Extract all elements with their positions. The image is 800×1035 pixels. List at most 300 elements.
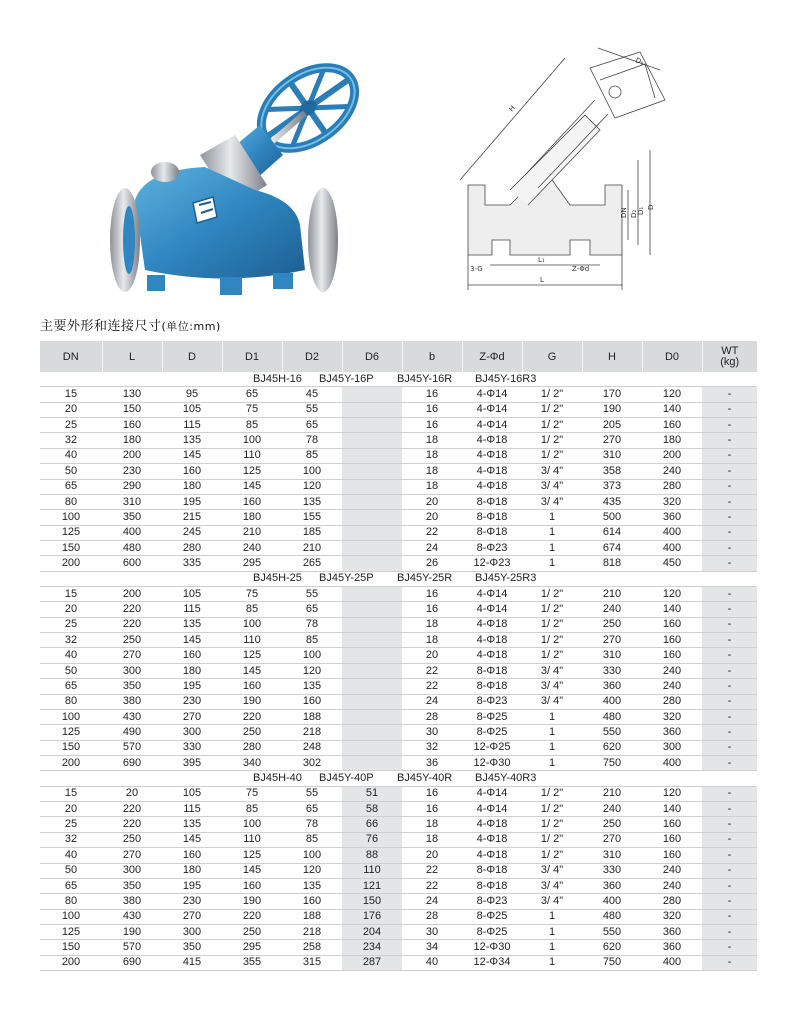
table-row bbox=[40, 556, 757, 571]
table-cell: 240 bbox=[642, 464, 702, 479]
table-cell: 614 bbox=[582, 525, 642, 540]
table-row bbox=[40, 786, 757, 801]
table-cell: 32 bbox=[40, 832, 102, 847]
table-cell: 8-Φ18 bbox=[462, 663, 522, 678]
header-cell: D bbox=[162, 341, 222, 372]
table-row bbox=[40, 878, 757, 893]
table-cell: 200 bbox=[40, 556, 102, 571]
header-cell: WT (kg) bbox=[702, 341, 757, 372]
table-cell: 4-Φ18 bbox=[462, 832, 522, 847]
table-cell: 12-Φ30 bbox=[462, 755, 522, 770]
table-cell: 200 bbox=[40, 755, 102, 770]
table-cell: 200 bbox=[102, 448, 162, 463]
table-cell: 105 bbox=[162, 587, 222, 602]
table-cell: 1 bbox=[522, 556, 582, 571]
table-cell: 1 bbox=[522, 955, 582, 970]
table-cell: - bbox=[702, 832, 757, 847]
table-cell: 145 bbox=[162, 448, 222, 463]
table-cell: 188 bbox=[282, 909, 342, 924]
table-cell: 240 bbox=[222, 540, 282, 555]
table-cell: 65 bbox=[282, 418, 342, 433]
table-cell: 160 bbox=[102, 418, 162, 433]
table-cell bbox=[342, 602, 402, 617]
table-cell: - bbox=[702, 402, 757, 417]
table-row bbox=[40, 648, 757, 663]
table-cell: 121 bbox=[342, 878, 402, 893]
title-text: 主要外形和连接尺寸 bbox=[40, 319, 162, 334]
table-cell bbox=[342, 525, 402, 540]
table-cell: 400 bbox=[102, 525, 162, 540]
table-cell: 75 bbox=[222, 402, 282, 417]
table-cell: - bbox=[702, 433, 757, 448]
table-cell: 32 bbox=[40, 633, 102, 648]
table-cell: 490 bbox=[102, 725, 162, 740]
table-cell: 300 bbox=[642, 740, 702, 755]
header-cell: L bbox=[102, 341, 162, 372]
table-cell: 15 bbox=[40, 387, 102, 402]
table-cell: 78 bbox=[282, 817, 342, 832]
dim-label-l1: L₁ bbox=[538, 256, 545, 264]
table-cell: - bbox=[702, 540, 757, 555]
dim-label-h: H bbox=[507, 104, 517, 114]
table-cell: 160 bbox=[642, 617, 702, 632]
table-cell: 28 bbox=[402, 709, 462, 724]
table-cell: 4-Φ18 bbox=[462, 433, 522, 448]
table-row bbox=[40, 479, 757, 494]
table-cell: 88 bbox=[342, 848, 402, 863]
table-cell: 1/ 2" bbox=[522, 648, 582, 663]
table-cell: 32 bbox=[40, 433, 102, 448]
table-cell: 16 bbox=[402, 402, 462, 417]
table-cell: 125 bbox=[40, 725, 102, 740]
header-cell: Z-Φd bbox=[462, 341, 522, 372]
table-cell: 400 bbox=[582, 694, 642, 709]
table-cell bbox=[342, 556, 402, 571]
table-cell: 1/ 2" bbox=[522, 617, 582, 632]
table-row bbox=[40, 955, 757, 970]
table-cell: 240 bbox=[642, 663, 702, 678]
table-cell: 250 bbox=[582, 617, 642, 632]
table-cell: 150 bbox=[40, 540, 102, 555]
table-cell: 3/ 4" bbox=[522, 894, 582, 909]
table-cell: 310 bbox=[582, 848, 642, 863]
header-cell: b bbox=[402, 341, 462, 372]
dim-label-d2: D₂ bbox=[630, 209, 638, 218]
table-cell: 210 bbox=[582, 587, 642, 602]
table-cell: 4-Φ18 bbox=[462, 648, 522, 663]
table-cell: 180 bbox=[222, 510, 282, 525]
table-row bbox=[40, 525, 757, 540]
table-cell: 218 bbox=[282, 725, 342, 740]
table-cell: 270 bbox=[582, 633, 642, 648]
table-cell bbox=[342, 387, 402, 402]
model-code: BJ45Y-16P bbox=[319, 372, 374, 385]
table-cell: 220 bbox=[222, 909, 282, 924]
table-cell: - bbox=[702, 418, 757, 433]
table-cell: 690 bbox=[102, 955, 162, 970]
table-cell: 4-Φ18 bbox=[462, 848, 522, 863]
table-cell: 415 bbox=[162, 955, 222, 970]
table-cell: 240 bbox=[582, 802, 642, 817]
table-cell: 674 bbox=[582, 540, 642, 555]
table-cell: 18 bbox=[402, 832, 462, 847]
table-cell: 180 bbox=[642, 433, 702, 448]
table-cell: 100 bbox=[40, 510, 102, 525]
table-cell: 300 bbox=[162, 725, 222, 740]
table-cell bbox=[342, 494, 402, 509]
table-cell: - bbox=[702, 924, 757, 939]
table-cell: 4-Φ18 bbox=[462, 633, 522, 648]
table-cell: 160 bbox=[642, 633, 702, 648]
table-cell: 18 bbox=[402, 617, 462, 632]
table-cell: 220 bbox=[102, 602, 162, 617]
table-cell: 360 bbox=[642, 940, 702, 955]
table-cell: 4-Φ14 bbox=[462, 418, 522, 433]
table-cell: 160 bbox=[642, 648, 702, 663]
table-cell: 373 bbox=[582, 479, 642, 494]
table-row bbox=[40, 663, 757, 678]
table-cell: 340 bbox=[222, 755, 282, 770]
table-cell: 8-Φ25 bbox=[462, 725, 522, 740]
table-cell: 818 bbox=[582, 556, 642, 571]
table-cell: 1 bbox=[522, 725, 582, 740]
table-cell: 400 bbox=[582, 894, 642, 909]
table-cell: 85 bbox=[282, 832, 342, 847]
table-cell: 220 bbox=[102, 802, 162, 817]
table-cell: 78 bbox=[282, 433, 342, 448]
header-cell: D2 bbox=[282, 341, 342, 372]
table-cell bbox=[342, 479, 402, 494]
table-cell: 230 bbox=[162, 694, 222, 709]
table-cell: 360 bbox=[642, 510, 702, 525]
table-cell: 110 bbox=[342, 863, 402, 878]
table-cell bbox=[342, 464, 402, 479]
table-row bbox=[40, 587, 757, 602]
table-cell: 160 bbox=[222, 494, 282, 509]
table-row bbox=[40, 817, 757, 832]
table-cell: 430 bbox=[102, 909, 162, 924]
table-cell: 3/ 4" bbox=[522, 863, 582, 878]
table-cell bbox=[342, 587, 402, 602]
table-cell: 310 bbox=[582, 648, 642, 663]
table-cell: 160 bbox=[282, 894, 342, 909]
table-cell: 25 bbox=[40, 418, 102, 433]
table-cell: 75 bbox=[222, 587, 282, 602]
table-cell: - bbox=[702, 786, 757, 801]
table-cell: - bbox=[702, 663, 757, 678]
table-cell: 220 bbox=[222, 709, 282, 724]
table-cell: 125 bbox=[222, 848, 282, 863]
table-cell: 65 bbox=[282, 802, 342, 817]
table-cell: 8-Φ18 bbox=[462, 679, 522, 694]
table-cell: 600 bbox=[102, 556, 162, 571]
table-cell: - bbox=[702, 510, 757, 525]
table-cell: - bbox=[702, 587, 757, 602]
table-cell: 18 bbox=[402, 817, 462, 832]
table-cell: 400 bbox=[642, 540, 702, 555]
table-cell: 115 bbox=[162, 418, 222, 433]
table-cell: 100 bbox=[282, 464, 342, 479]
table-cell: 22 bbox=[402, 663, 462, 678]
table-cell: 250 bbox=[582, 817, 642, 832]
table-cell: 8-Φ18 bbox=[462, 494, 522, 509]
header-cell: D0 bbox=[642, 341, 702, 372]
table-cell: 480 bbox=[102, 540, 162, 555]
table-cell: 335 bbox=[162, 556, 222, 571]
table-cell: 4-Φ18 bbox=[462, 817, 522, 832]
table-cell: 105 bbox=[162, 402, 222, 417]
table-cell: 750 bbox=[582, 755, 642, 770]
table-cell: 115 bbox=[162, 602, 222, 617]
dimension-table bbox=[40, 341, 757, 971]
table-cell: 120 bbox=[642, 587, 702, 602]
table-cell: 1/ 2" bbox=[522, 602, 582, 617]
table-cell: 320 bbox=[642, 709, 702, 724]
table-cell: - bbox=[702, 448, 757, 463]
table-cell: 330 bbox=[162, 740, 222, 755]
table-cell bbox=[342, 433, 402, 448]
header-cell: D6 bbox=[342, 341, 402, 372]
header-row bbox=[40, 341, 757, 372]
table-cell: 115 bbox=[162, 802, 222, 817]
table-cell: - bbox=[702, 617, 757, 632]
model-code: BJ45Y-16R bbox=[397, 372, 453, 385]
table-cell: 250 bbox=[222, 725, 282, 740]
table-cell: 620 bbox=[582, 940, 642, 955]
table-cell: 1/ 2" bbox=[522, 817, 582, 832]
table-cell: 8-Φ18 bbox=[462, 878, 522, 893]
table-cell: 185 bbox=[282, 525, 342, 540]
table-cell: 65 bbox=[282, 602, 342, 617]
table-cell: 160 bbox=[222, 679, 282, 694]
dim-label-zd: Z-Φd bbox=[572, 265, 590, 273]
table-cell: 12-Φ30 bbox=[462, 940, 522, 955]
table-cell: 150 bbox=[40, 740, 102, 755]
table-cell: 8-Φ23 bbox=[462, 694, 522, 709]
table-cell: 195 bbox=[162, 494, 222, 509]
table-cell: - bbox=[702, 556, 757, 571]
table-row bbox=[40, 679, 757, 694]
table-cell: 28 bbox=[402, 909, 462, 924]
table-row bbox=[40, 894, 757, 909]
table-row bbox=[40, 387, 757, 402]
table-cell: 1 bbox=[522, 740, 582, 755]
table-cell: 1 bbox=[522, 525, 582, 540]
table-cell: 130 bbox=[102, 387, 162, 402]
table-cell: - bbox=[702, 740, 757, 755]
table-cell: 750 bbox=[582, 955, 642, 970]
table-cell: 170 bbox=[582, 387, 642, 402]
table-cell: 80 bbox=[40, 494, 102, 509]
table-cell: 190 bbox=[102, 924, 162, 939]
table-cell: 360 bbox=[642, 725, 702, 740]
table-cell: 320 bbox=[642, 909, 702, 924]
table-cell: 270 bbox=[102, 648, 162, 663]
table-cell: 180 bbox=[162, 663, 222, 678]
table-cell: 160 bbox=[162, 648, 222, 663]
table-cell: 204 bbox=[342, 924, 402, 939]
table-cell: 100 bbox=[282, 848, 342, 863]
table-cell: 4-Φ18 bbox=[462, 464, 522, 479]
table-row bbox=[40, 802, 757, 817]
table-cell: 3/ 4" bbox=[522, 679, 582, 694]
table-cell: 55 bbox=[282, 402, 342, 417]
table-cell: 280 bbox=[642, 479, 702, 494]
table-cell: 4-Φ14 bbox=[462, 786, 522, 801]
table-cell: 150 bbox=[40, 940, 102, 955]
table-cell: 3/ 4" bbox=[522, 479, 582, 494]
model-code: BJ45Y-25P bbox=[319, 572, 374, 585]
table-cell: 280 bbox=[222, 740, 282, 755]
table-cell: 150 bbox=[342, 894, 402, 909]
table-row bbox=[40, 602, 757, 617]
table-cell: 265 bbox=[282, 556, 342, 571]
table-cell: 100 bbox=[222, 617, 282, 632]
table-row bbox=[40, 909, 757, 924]
table-cell: 1 bbox=[522, 709, 582, 724]
table-cell bbox=[342, 633, 402, 648]
table-cell: - bbox=[702, 802, 757, 817]
table-cell: 18 bbox=[402, 464, 462, 479]
header-cell: G bbox=[522, 341, 582, 372]
table-cell: 350 bbox=[162, 940, 222, 955]
table-cell: 25 bbox=[40, 817, 102, 832]
table-cell: 110 bbox=[222, 832, 282, 847]
table-cell: 40 bbox=[402, 955, 462, 970]
table-cell: 3/ 4" bbox=[522, 878, 582, 893]
table-cell bbox=[342, 679, 402, 694]
table-cell bbox=[342, 418, 402, 433]
model-code: BJ45H-25 bbox=[253, 572, 302, 585]
model-group-row bbox=[40, 571, 757, 586]
table-cell: - bbox=[702, 817, 757, 832]
table-cell: 320 bbox=[642, 494, 702, 509]
table-cell: 280 bbox=[642, 694, 702, 709]
table-cell: 360 bbox=[582, 679, 642, 694]
table-cell: 26 bbox=[402, 556, 462, 571]
table-cell: 135 bbox=[282, 878, 342, 893]
table-cell: 358 bbox=[582, 464, 642, 479]
table-cell: 1/ 2" bbox=[522, 832, 582, 847]
table-cell: 4-Φ14 bbox=[462, 602, 522, 617]
table-cell: 1/ 2" bbox=[522, 633, 582, 648]
table-row bbox=[40, 694, 757, 709]
table-cell: 300 bbox=[162, 924, 222, 939]
table-cell: 12-Φ23 bbox=[462, 556, 522, 571]
table-cell: 145 bbox=[222, 663, 282, 678]
dimension-drawing bbox=[450, 40, 695, 305]
table-cell: - bbox=[702, 525, 757, 540]
table-cell: 200 bbox=[102, 587, 162, 602]
valve-photo bbox=[105, 55, 365, 305]
model-code: BJ45H-40 bbox=[253, 772, 302, 785]
table-row bbox=[40, 863, 757, 878]
table-cell: 380 bbox=[102, 694, 162, 709]
table-cell: - bbox=[702, 479, 757, 494]
table-row bbox=[40, 448, 757, 463]
table-cell: 8-Φ18 bbox=[462, 525, 522, 540]
table-cell: 400 bbox=[642, 525, 702, 540]
table-cell: 1/ 2" bbox=[522, 786, 582, 801]
table-cell: 16 bbox=[402, 602, 462, 617]
table-cell: 75 bbox=[222, 786, 282, 801]
table-cell: 16 bbox=[402, 418, 462, 433]
table-cell: 250 bbox=[102, 832, 162, 847]
table-cell: 176 bbox=[342, 909, 402, 924]
table-cell: 135 bbox=[282, 494, 342, 509]
table-cell: 51 bbox=[342, 786, 402, 801]
table-cell: 8-Φ18 bbox=[462, 510, 522, 525]
table-cell: 1 bbox=[522, 909, 582, 924]
table-cell: 1 bbox=[522, 540, 582, 555]
table-cell: 234 bbox=[342, 940, 402, 955]
table-cell: 80 bbox=[40, 894, 102, 909]
table-cell: 1/ 2" bbox=[522, 802, 582, 817]
table-cell: 500 bbox=[582, 510, 642, 525]
table-cell: 400 bbox=[642, 755, 702, 770]
table-cell: 180 bbox=[162, 479, 222, 494]
table-cell: 16 bbox=[402, 387, 462, 402]
table-cell: 1/ 2" bbox=[522, 848, 582, 863]
table-cell: 270 bbox=[162, 709, 222, 724]
table-cell: 1 bbox=[522, 755, 582, 770]
table-cell: 140 bbox=[642, 602, 702, 617]
table-cell: - bbox=[702, 709, 757, 724]
table-cell: 30 bbox=[402, 725, 462, 740]
table-cell: 24 bbox=[402, 894, 462, 909]
table-row bbox=[40, 418, 757, 433]
table-cell: 135 bbox=[162, 433, 222, 448]
table-cell: 200 bbox=[40, 955, 102, 970]
table-cell: 100 bbox=[40, 909, 102, 924]
table-cell: 550 bbox=[582, 924, 642, 939]
table-cell: 50 bbox=[40, 464, 102, 479]
table-cell: 270 bbox=[102, 848, 162, 863]
table-cell: 40 bbox=[40, 448, 102, 463]
table-cell: 290 bbox=[102, 479, 162, 494]
table-cell: 120 bbox=[282, 479, 342, 494]
table-cell: 160 bbox=[282, 694, 342, 709]
table-cell: - bbox=[702, 602, 757, 617]
table-cell: 120 bbox=[642, 387, 702, 402]
table-cell: 22 bbox=[402, 878, 462, 893]
table-cell: 55 bbox=[282, 786, 342, 801]
table-cell: 3/ 4" bbox=[522, 494, 582, 509]
table-cell: 250 bbox=[222, 924, 282, 939]
table-cell: 3/ 4" bbox=[522, 464, 582, 479]
table-cell: 8-Φ25 bbox=[462, 709, 522, 724]
model-code: BJ45Y-16R3 bbox=[475, 372, 537, 385]
dim-label-l: L bbox=[540, 276, 544, 284]
table-cell: 190 bbox=[222, 694, 282, 709]
table-cell: - bbox=[702, 878, 757, 893]
table-cell: 160 bbox=[162, 848, 222, 863]
table-row bbox=[40, 940, 757, 955]
table-cell: 50 bbox=[40, 663, 102, 678]
table-cell: - bbox=[702, 387, 757, 402]
table-cell: 160 bbox=[642, 418, 702, 433]
table-cell: 125 bbox=[222, 648, 282, 663]
table-cell bbox=[342, 510, 402, 525]
table-cell: 395 bbox=[162, 755, 222, 770]
table-cell bbox=[342, 402, 402, 417]
table-cell: 190 bbox=[222, 894, 282, 909]
table-cell: 330 bbox=[582, 863, 642, 878]
table-cell: 210 bbox=[282, 540, 342, 555]
table-cell: 125 bbox=[222, 464, 282, 479]
table-cell: 1/ 2" bbox=[522, 448, 582, 463]
table-cell: 135 bbox=[162, 617, 222, 632]
